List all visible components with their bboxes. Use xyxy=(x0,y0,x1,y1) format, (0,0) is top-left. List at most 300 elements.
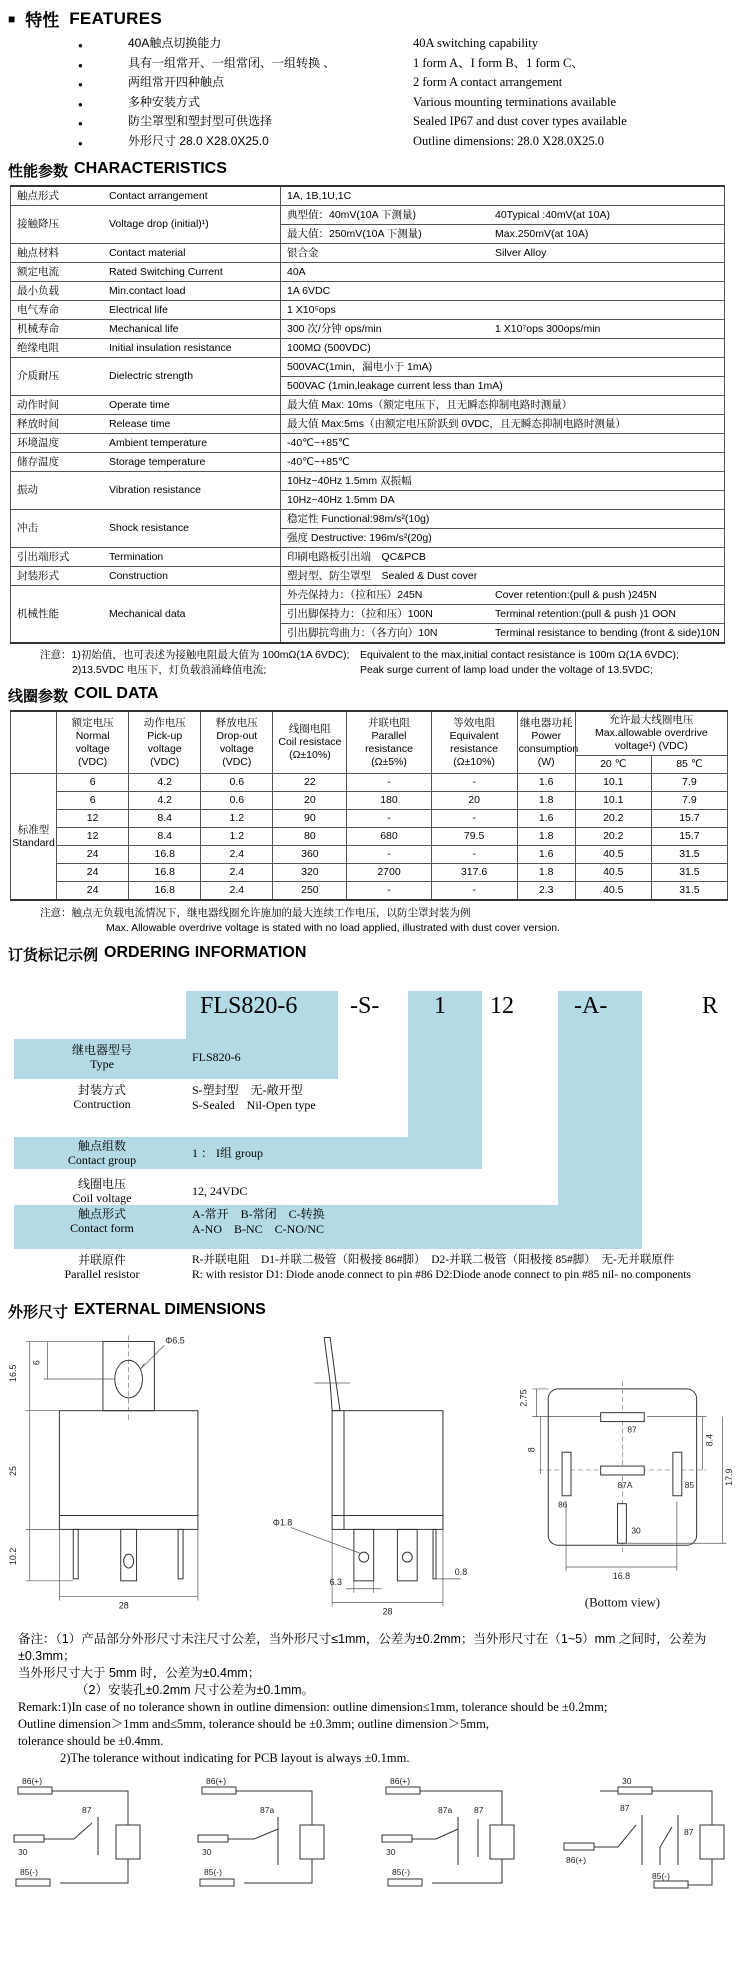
terminal-label: 85(-) xyxy=(20,1867,38,1877)
features-title-cn: 特性 xyxy=(25,11,60,30)
coil-value: 1.2 xyxy=(201,828,273,846)
characteristic-name-cn: 封装形式 xyxy=(17,569,59,582)
terminal-label: 86(+) xyxy=(206,1776,227,1786)
ordering-row-value xyxy=(192,1177,247,1199)
characteristics-row xyxy=(11,472,725,491)
ordering-title-en: ORDERING INFORMATION xyxy=(104,944,307,961)
bullet-icon: ● xyxy=(78,99,83,109)
feature-item xyxy=(0,35,744,55)
coil-value: 12 xyxy=(57,810,129,828)
pin-label: 87 xyxy=(627,1424,637,1435)
value-primary: 典型值：40mV(10A 下测量) xyxy=(287,208,416,221)
bullet-icon: ● xyxy=(78,41,83,50)
pin-label: 86 xyxy=(557,1499,568,1510)
coil-value: - xyxy=(431,882,517,901)
characteristic-value xyxy=(281,624,725,644)
dimension-label: 6.3 xyxy=(329,1576,343,1587)
ordering-row-label xyxy=(24,1083,180,1111)
ordering-label-cn: 并联原件 xyxy=(77,1253,126,1267)
ordering-value-line: 1 ： I组 group xyxy=(192,1146,263,1160)
note-line xyxy=(40,663,744,678)
characteristic-name xyxy=(11,320,281,339)
feature-text-cn: 多种安装方式 xyxy=(128,94,201,109)
coil-row xyxy=(11,774,728,792)
characteristic-name-cn: 引出端形式 xyxy=(17,550,70,563)
dimension-label: 28 xyxy=(382,1606,393,1617)
coil-value: 8.4 xyxy=(129,810,201,828)
characteristic-value: 1 X10⁵ops xyxy=(281,301,725,320)
characteristic-name-cn: 释放时间 xyxy=(17,417,59,430)
header-en: Pick-up voltage xyxy=(147,729,183,755)
coil-header-row xyxy=(11,711,728,756)
dimension-drawings xyxy=(4,1326,740,1621)
order-code-construction: -S- xyxy=(350,993,380,1019)
header-unit: (VDC) xyxy=(150,755,180,768)
coil-value: 20.2 xyxy=(575,828,651,846)
characteristics-row xyxy=(11,206,725,225)
terminal-label: 86(+) xyxy=(566,1855,587,1865)
contact-label: 87 xyxy=(620,1803,630,1813)
dimension-label: 16.8 xyxy=(612,1570,630,1581)
dimension-label: 8.4 xyxy=(704,1433,715,1447)
coil-value: - xyxy=(347,810,431,828)
coil-row xyxy=(11,792,728,810)
feature-text-en: Various mounting terminations available xyxy=(413,94,617,109)
coil-value: 250 xyxy=(273,882,347,901)
characteristic-value xyxy=(281,206,725,225)
coil-value: - xyxy=(347,846,431,864)
coil-value: 1.8 xyxy=(517,864,575,882)
ordering-row-value xyxy=(192,1043,241,1065)
characteristics-notes xyxy=(40,648,744,677)
coil-value: 360 xyxy=(273,846,347,864)
characteristic-name-cn: 储存温度 xyxy=(17,455,59,468)
dimension-label: 10.2 xyxy=(7,1547,18,1566)
characteristic-value: 1A 6VDC xyxy=(281,282,725,301)
header-unit: (Ω±5%) xyxy=(371,755,407,768)
characteristics-table xyxy=(10,185,725,644)
header-en: Coil resistace xyxy=(278,736,342,748)
feature-text-cn: 外形尺寸 28.0 X28.0X25.0 xyxy=(128,133,269,148)
ordering-section-title xyxy=(8,944,744,965)
coil-value: 8.4 xyxy=(129,828,201,846)
coil-value: 20 xyxy=(431,792,517,810)
characteristic-name xyxy=(11,339,281,358)
characteristic-name-cn: 机械寿命 xyxy=(17,322,59,335)
terminal-label: 86(+) xyxy=(390,1776,411,1786)
coil-value: 40.5 xyxy=(575,882,651,901)
dimensions-title-en: EXTERNAL DIMENSIONS xyxy=(74,1301,266,1318)
ordering-row-value xyxy=(192,1083,316,1113)
header-cn: 额定电压 xyxy=(71,716,114,729)
characteristic-name xyxy=(11,186,281,206)
features-section-title xyxy=(8,6,744,31)
characteristic-name-en: Construction xyxy=(109,569,168,582)
characteristic-name xyxy=(11,586,281,644)
dimension-label: Φ6.5 xyxy=(165,1335,185,1346)
ordering-row-label xyxy=(24,1043,180,1071)
ordering-diagram xyxy=(0,971,744,1293)
characteristics-row xyxy=(11,434,725,453)
characteristic-name-en: Dielectric strength xyxy=(109,370,194,382)
coil-value: 1.8 xyxy=(517,828,575,846)
contact-label: 87a xyxy=(438,1805,453,1815)
coil-value: 31.5 xyxy=(651,864,727,882)
remark-line: 2)The tolerance without indicating for PCB layout is always ±0.1mm. xyxy=(60,1751,410,1765)
ordering-label-cn: 封装方式 xyxy=(77,1083,126,1097)
characteristic-name xyxy=(11,301,281,320)
coil-value: 4.2 xyxy=(129,774,201,792)
coil-header-pickup-voltage xyxy=(129,711,201,774)
coil-note xyxy=(40,906,744,936)
coil-group-en: Standard xyxy=(12,836,55,849)
feature-text-en: Outline dimensions: 28.0 X28.0X25.0 xyxy=(413,133,604,148)
dimension-label: 28 xyxy=(118,1600,129,1611)
coil-row xyxy=(11,882,728,901)
coil-value: 80 xyxy=(273,828,347,846)
characteristic-name-cn: 环境温度 xyxy=(17,436,59,449)
characteristic-name-en: Ambient temperature xyxy=(109,436,208,449)
remark-line: 当外形尺寸大于 5mm 时，公差为±0.4mm； xyxy=(18,1666,261,1680)
characteristic-name-cn: 最小负载 xyxy=(17,284,59,297)
characteristic-name xyxy=(11,472,281,510)
ordering-label-en: Contruction xyxy=(73,1097,131,1111)
coil-title-cn: 线圈参数 xyxy=(8,688,69,705)
characteristics-row xyxy=(11,320,725,339)
coil-value: 2.4 xyxy=(201,882,273,901)
characteristics-row xyxy=(11,586,725,605)
characteristic-name xyxy=(11,396,281,415)
terminal-label: 85(-) xyxy=(204,1867,222,1877)
note-cn: 注意：1)初始值，也可表述为接触电阻最大值为 100mΩ(1A 6VDC); xyxy=(40,649,350,661)
header-en: Power consumption xyxy=(518,729,579,755)
value-primary: 引出脚抗弯曲力：（各方向）10N xyxy=(287,626,438,639)
characteristic-value xyxy=(281,225,725,244)
dimensions-section-title xyxy=(8,1301,744,1322)
coil-value: - xyxy=(347,882,431,901)
characteristic-name-en: Min.contact load xyxy=(109,284,186,297)
characteristics-row xyxy=(11,510,725,529)
coil-value: 2700 xyxy=(347,864,431,882)
value-secondary: Terminal retention:(pull & push )1 OON xyxy=(495,607,676,620)
pin-label: 30 xyxy=(631,1525,641,1536)
feature-item xyxy=(0,94,744,114)
ordering-row-label xyxy=(24,1139,180,1167)
remark-line: （2）安装孔±0.2mm 尺寸公差为±0.1mm。 xyxy=(76,1683,315,1697)
ordering-label-cn: 线圈电压 xyxy=(77,1177,126,1191)
bottom-view-caption: (Bottom view) xyxy=(584,1595,660,1610)
features-list xyxy=(0,35,744,152)
ordering-row-label xyxy=(24,1177,180,1205)
value-secondary: 1 X10⁷ops 300ops/min xyxy=(495,322,601,335)
ordering-row-label xyxy=(24,1253,180,1281)
coil-value: 16.8 xyxy=(129,864,201,882)
coil-header-max-overdrive xyxy=(575,711,727,756)
pin-label: 87A xyxy=(617,1479,633,1490)
characteristics-row xyxy=(11,339,725,358)
feature-text-cn: 具有一组常开、一组常闭、一组转换 、 xyxy=(128,55,336,70)
coil-value: 31.5 xyxy=(651,846,727,864)
characteristic-value xyxy=(281,605,725,624)
coil-value: - xyxy=(431,810,517,828)
characteristic-value: 最大值 Max:5ms（由额定电压阶跃到 0VDC，且无瞬态抑制电路时测量） xyxy=(281,415,725,434)
coil-header-blank xyxy=(11,711,57,774)
coil-value: 680 xyxy=(347,828,431,846)
characteristics-row xyxy=(11,244,725,263)
characteristic-name-en: Contact material xyxy=(109,246,186,259)
feature-text-en: Sealed IP67 and dust cover types available xyxy=(413,114,627,128)
wiring-diagram-form-a xyxy=(8,1773,184,1901)
ordering-value-line: R-并联电阻 D1-并联二极管（阳极接 86#脚） D2-并联二极管（阳极接 85#脚） 无-无并联原件 xyxy=(192,1254,675,1266)
order-code-parallel: R xyxy=(702,993,719,1019)
terminal-label: 30 xyxy=(202,1847,212,1857)
terminal-label: 30 xyxy=(622,1776,632,1786)
feature-text-cn: 两组常开四种触点 xyxy=(128,75,225,89)
characteristic-name xyxy=(11,567,281,586)
pin-label: 85 xyxy=(684,1479,694,1490)
coil-header-20c: 20 ℃ xyxy=(575,756,651,774)
ordering-label-en: Type xyxy=(90,1057,114,1071)
header-unit: (Ω±10%) xyxy=(453,755,495,768)
characteristic-name-en: Release time xyxy=(109,417,171,430)
characteristic-name-cn: 触点材料 xyxy=(17,246,59,259)
characteristic-value: 塑封型、防尘罩型 Sealed & Dust cover xyxy=(281,567,725,586)
coil-header-coil-resistance xyxy=(273,711,347,774)
coil-value: 31.5 xyxy=(651,882,727,901)
spacer xyxy=(0,113,78,133)
coil-value: 1.8 xyxy=(517,792,575,810)
dimension-label: 8 xyxy=(526,1447,537,1453)
coil-header-parallel-resistance xyxy=(347,711,431,774)
characteristic-name xyxy=(11,434,281,453)
ordering-row-value xyxy=(192,1207,325,1237)
characteristic-name xyxy=(11,510,281,548)
remark-line: Outline dimension＞1mm and≤5mm, tolerance should be ±0.3mm; outline dimension＞5mm, xyxy=(18,1717,489,1731)
characteristic-name-cn: 额定电流 xyxy=(17,265,59,278)
ordering-label-cn: 继电器型号 xyxy=(71,1043,132,1057)
value-secondary: Silver Alloy xyxy=(495,246,547,259)
dimension-label: 25 xyxy=(7,1466,18,1476)
characteristic-name-en: Storage temperature xyxy=(109,455,206,468)
characteristic-value xyxy=(281,320,725,339)
coil-value: 317.6 xyxy=(431,864,517,882)
value-primary: 最大值：250mV(10A 下测量) xyxy=(287,227,422,240)
feature-text-en: 2 form A contact arrangement xyxy=(413,75,563,89)
coil-value: 1.6 xyxy=(517,774,575,792)
coil-value: 7.9 xyxy=(651,774,727,792)
feature-item xyxy=(0,113,744,133)
characteristic-name-en: Rated Switching Current xyxy=(109,265,223,278)
header-cn: 并联电阻 xyxy=(367,716,410,729)
header-cn: 释放电压 xyxy=(215,716,258,729)
bullet-icon: ● xyxy=(78,138,83,148)
coil-value: 10.1 xyxy=(575,792,651,810)
ordering-label-en: Parallel resistor xyxy=(64,1267,140,1281)
feature-text-cn: 防尘罩型和塑封型可供选择 xyxy=(128,114,273,128)
value-secondary: Cover retention:(pull & push )245N xyxy=(495,588,657,601)
coil-value: 10.1 xyxy=(575,774,651,792)
characteristic-value xyxy=(281,586,725,605)
header-unit: (W) xyxy=(537,755,555,768)
coil-value: 0.6 xyxy=(201,792,273,810)
characteristic-name-cn: 接触降压 xyxy=(17,218,59,230)
remark-line: Remark:1)In case of no tolerance shown in outline dimension: outline dimension≤1mm, tolerance should be ±0.2mm; xyxy=(18,1700,608,1714)
bullet-icon: ● xyxy=(78,80,83,89)
coil-row xyxy=(11,828,728,846)
ordering-value-line: R: with resistor D1: Diode anode connect to pin #86 D2:Diode anode connect to pin #85 nil- no components xyxy=(192,1269,691,1281)
ordering-label-cn: 触点形式 xyxy=(77,1207,126,1221)
spacer xyxy=(0,133,78,153)
characteristic-value: 100MΩ (500VDC) xyxy=(281,339,725,358)
value-primary: 引出脚保持力：（拉和压）100N xyxy=(287,607,433,620)
coil-value: 24 xyxy=(57,864,129,882)
coil-header-equivalent-resistance xyxy=(431,711,517,774)
feature-item xyxy=(0,133,744,153)
remark-line: 备注：（1）产品部分外形尺寸未注尺寸公差，当外形尺寸≤1mm，公差为±0.2mm；当外形尺寸在（1~5）mm 之间时，公差为±0.3mm； xyxy=(18,1632,707,1663)
ordering-value-line: A-常开 B-常闭 C-转换 xyxy=(192,1207,325,1221)
value-secondary: 40Typical :40mV(at 10A) xyxy=(495,208,610,221)
characteristic-value: 强度 Destructive: 196m/s²(20g) xyxy=(281,529,725,548)
coil-value: 2.4 xyxy=(201,846,273,864)
coil-title-en: COIL DATA xyxy=(74,685,159,702)
characteristic-name xyxy=(11,282,281,301)
characteristic-name-cn: 绝缘电阻 xyxy=(17,341,59,354)
side-view-drawing xyxy=(251,1326,479,1621)
coil-group-label xyxy=(11,774,57,901)
characteristics-row xyxy=(11,186,725,206)
characteristics-row xyxy=(11,282,725,301)
coil-value: 40.5 xyxy=(575,864,651,882)
bottom-view-drawing xyxy=(479,1326,740,1621)
coil-value: 2.3 xyxy=(517,882,575,901)
coil-value: 0.6 xyxy=(201,774,273,792)
coil-value: 2.4 xyxy=(201,864,273,882)
characteristic-name-en: Voltage drop (initial)¹) xyxy=(109,218,209,230)
contact-label: 87 xyxy=(474,1805,484,1815)
bullet-icon: ● xyxy=(78,60,83,70)
value-secondary: Max.250mV(at 10A) xyxy=(495,227,589,240)
header-cn: 动作电压 xyxy=(143,716,186,729)
coil-value: 15.7 xyxy=(651,810,727,828)
characteristics-row xyxy=(11,567,725,586)
ordering-row-label xyxy=(24,1207,180,1235)
note-cn: 2)13.5VDC 电压下，灯负载浪涌峰值电流; xyxy=(72,663,267,676)
characteristic-name-en: Electrical life xyxy=(109,303,168,316)
value-primary: 外壳保持力：（拉和压）245N xyxy=(287,588,423,601)
spacer xyxy=(0,55,78,75)
remark-line: tolerance should be ±0.4mm. xyxy=(18,1734,164,1748)
characteristic-name-en: Operate time xyxy=(109,398,170,411)
ordering-value-line: FLS820-6 xyxy=(192,1050,241,1064)
terminal-label: 30 xyxy=(18,1847,28,1857)
contact-label: 87 xyxy=(684,1827,694,1837)
ordering-row-value xyxy=(192,1139,263,1161)
characteristic-name-en: Termination xyxy=(109,550,164,563)
coil-value: 79.5 xyxy=(431,828,517,846)
characteristic-name xyxy=(11,244,281,263)
characteristic-name-cn: 介质耐压 xyxy=(17,370,59,382)
coil-value: 180 xyxy=(347,792,431,810)
coil-value: 6 xyxy=(57,792,129,810)
order-code-contact-form: -A- xyxy=(574,993,608,1019)
coil-value: - xyxy=(347,774,431,792)
ordering-label-cn: 触点组数 xyxy=(77,1139,126,1153)
coil-value: 40.5 xyxy=(575,846,651,864)
feature-text-en: 1 form A、I form B、1 form C、 xyxy=(413,55,584,70)
header-cn: 等效电阻 xyxy=(453,716,496,729)
characteristic-value: 稳定性 Functional:98m/s²(10g) xyxy=(281,510,725,529)
terminal-label: 86(+) xyxy=(22,1776,43,1786)
ordering-value-line: A-NO B-NC C-NO/NC xyxy=(192,1222,325,1236)
characteristics-row xyxy=(11,358,725,377)
feature-item xyxy=(0,55,744,75)
characteristic-name xyxy=(11,358,281,396)
header-en: Equivalent resistance xyxy=(449,729,499,755)
order-code-contact-group: 1 xyxy=(434,993,446,1019)
front-view-drawing xyxy=(4,1326,251,1621)
characteristic-name-cn: 冲击 xyxy=(17,522,38,534)
coil-note-cn: 注意：触点无负载电流情况下，继电器线圈允许施加的最大连续工作电压，以防尘罩封装为例 xyxy=(40,907,471,919)
bullet-icon: ● xyxy=(78,119,83,128)
coil-value: 1.6 xyxy=(517,810,575,828)
feature-text-cn: 40A触点切换能力 xyxy=(128,36,222,50)
coil-header-dropout-voltage xyxy=(201,711,273,774)
coil-value: - xyxy=(431,846,517,864)
characteristics-title-en: CHARACTERISTICS xyxy=(74,160,227,177)
value-primary: 银合金 xyxy=(287,246,319,259)
coil-value: - xyxy=(431,774,517,792)
coil-value: 16.8 xyxy=(129,846,201,864)
characteristic-name-cn: 动作时间 xyxy=(17,398,59,411)
ordering-label-en: Contact form xyxy=(70,1221,134,1235)
header-unit: (Ω±10%) xyxy=(289,749,331,761)
coil-value: 12 xyxy=(57,828,129,846)
coil-value: 90 xyxy=(273,810,347,828)
spacer xyxy=(0,74,78,94)
ordering-label-en: Coil voltage xyxy=(72,1191,132,1205)
characteristic-value: 10Hz~40Hz 1.5mm DA xyxy=(281,491,725,510)
characteristic-name xyxy=(11,548,281,567)
coil-row xyxy=(11,846,728,864)
characteristics-row xyxy=(11,453,725,472)
value-secondary: Terminal resistance to bending (front & side)10N xyxy=(495,626,720,639)
ordering-row-value xyxy=(192,1253,691,1283)
coil-value: 24 xyxy=(57,882,129,901)
header-en: Normal voltage xyxy=(75,729,110,755)
characteristic-name-en: Mechanical data xyxy=(109,607,186,620)
terminal-label: 85(-) xyxy=(652,1871,670,1881)
dimension-label: 16.5 xyxy=(7,1364,18,1382)
header-en: Drop-out voltage xyxy=(216,729,258,755)
order-code-type: FLS820-6 xyxy=(200,993,298,1019)
characteristic-name-cn: 触点形式 xyxy=(17,189,59,202)
characteristic-name-en: Vibration resistance xyxy=(109,484,202,496)
coil-value: 16.8 xyxy=(129,882,201,901)
ordering-label-en: Contact group xyxy=(67,1153,137,1167)
characteristics-section-title xyxy=(8,160,744,181)
wiring-diagram-2-form-a xyxy=(560,1773,736,1901)
characteristic-value: -40℃~+85℃ xyxy=(281,453,725,472)
coil-value: 22 xyxy=(273,774,347,792)
terminal-label: 30 xyxy=(386,1847,396,1857)
characteristic-name xyxy=(11,453,281,472)
coil-row xyxy=(11,864,728,882)
characteristics-row xyxy=(11,548,725,567)
terminal-label: 85(-) xyxy=(392,1867,410,1877)
characteristic-name-en: Shock resistance xyxy=(109,522,189,534)
dimensions-title-cn: 外形尺寸 xyxy=(8,1304,69,1321)
ordering-title-cn: 订货标记示例 xyxy=(8,947,99,964)
